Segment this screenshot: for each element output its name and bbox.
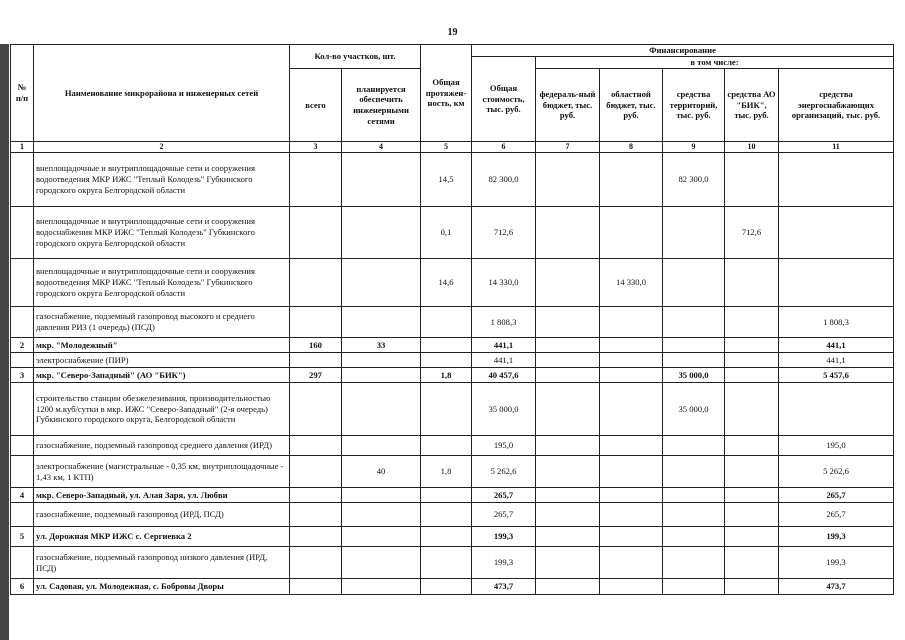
row-plots-planned xyxy=(342,488,421,503)
row-territories xyxy=(663,207,725,259)
table-row xyxy=(11,527,894,547)
row-energy: 5 457,6 xyxy=(779,368,894,383)
row-num: 5 xyxy=(11,527,34,547)
row-territories xyxy=(663,547,725,579)
row-plots-planned xyxy=(342,207,421,259)
table-row xyxy=(11,368,894,383)
column-number: 5 xyxy=(421,142,472,153)
row-territories xyxy=(663,579,725,595)
row-name: газоснабжение, подземный газопровод высокого и среднего давления РИЗ (1 очередь) (ПСД) xyxy=(34,307,290,338)
financing-table xyxy=(10,44,894,595)
row-bik xyxy=(725,456,779,488)
row-regional xyxy=(600,488,663,503)
row-num xyxy=(11,547,34,579)
row-regional xyxy=(600,527,663,547)
row-energy: 441,1 xyxy=(779,353,894,368)
row-energy xyxy=(779,207,894,259)
row-num xyxy=(11,456,34,488)
row-num xyxy=(11,307,34,338)
row-bik xyxy=(725,547,779,579)
row-federal xyxy=(536,383,600,436)
row-name: газоснабжение, подземный газопровод низкого давления (ИРД, ПСД) xyxy=(34,547,290,579)
row-plots-planned xyxy=(342,503,421,527)
row-plots-total xyxy=(290,436,342,456)
row-name: газоснабжение, подземный газопровод среднего давления (ИРД) xyxy=(34,436,290,456)
row-energy: 199,3 xyxy=(779,527,894,547)
row-plots-total xyxy=(290,353,342,368)
row-federal xyxy=(536,436,600,456)
header-plots-total: всего xyxy=(290,69,342,142)
row-length xyxy=(421,547,472,579)
row-plots-total xyxy=(290,153,342,207)
row-plots-total xyxy=(290,259,342,307)
row-length xyxy=(421,436,472,456)
row-plots-planned xyxy=(342,579,421,595)
row-energy xyxy=(779,383,894,436)
row-territories xyxy=(663,488,725,503)
row-territories xyxy=(663,338,725,353)
row-federal xyxy=(536,456,600,488)
row-regional xyxy=(600,153,663,207)
column-number: 1 xyxy=(11,142,34,153)
row-length xyxy=(421,353,472,368)
row-bik xyxy=(725,436,779,456)
column-number: 6 xyxy=(472,142,536,153)
row-energy: 265,7 xyxy=(779,503,894,527)
row-regional xyxy=(600,456,663,488)
row-energy: 1 808,3 xyxy=(779,307,894,338)
row-length xyxy=(421,579,472,595)
column-number: 3 xyxy=(290,142,342,153)
row-energy: 199,3 xyxy=(779,547,894,579)
row-federal xyxy=(536,547,600,579)
row-name: газоснабжение, подземный газопровод (ИРД, ПСД) xyxy=(34,503,290,527)
row-name: мкр. "Молодежный" xyxy=(34,338,290,353)
row-bik xyxy=(725,503,779,527)
row-plots-planned xyxy=(342,527,421,547)
row-plots-planned: 33 xyxy=(342,338,421,353)
row-bik xyxy=(725,579,779,595)
column-number: 9 xyxy=(663,142,725,153)
row-cost: 14 330,0 xyxy=(472,259,536,307)
header-plots: Кол-во участков, шт. xyxy=(290,45,421,69)
scan-edge-bar xyxy=(0,44,9,640)
table-row xyxy=(11,488,894,503)
row-plots-planned: 40 xyxy=(342,456,421,488)
row-federal xyxy=(536,259,600,307)
row-bik xyxy=(725,527,779,547)
row-name: электроснабжение (ПИР) xyxy=(34,353,290,368)
table-row xyxy=(11,579,894,595)
column-number: 8 xyxy=(600,142,663,153)
row-regional xyxy=(600,207,663,259)
row-territories xyxy=(663,527,725,547)
row-cost: 441,1 xyxy=(472,353,536,368)
row-num: 4 xyxy=(11,488,34,503)
row-energy xyxy=(779,153,894,207)
row-length xyxy=(421,338,472,353)
column-number: 4 xyxy=(342,142,421,153)
row-plots-total xyxy=(290,456,342,488)
row-cost: 712,6 xyxy=(472,207,536,259)
header-federal: федераль-ный бюджет, тыс. руб. xyxy=(536,69,600,142)
header-financing: Финансирование xyxy=(472,45,894,57)
table-row xyxy=(11,338,894,353)
row-cost: 35 000,0 xyxy=(472,383,536,436)
row-cost: 199,3 xyxy=(472,527,536,547)
row-regional xyxy=(600,579,663,595)
row-federal xyxy=(536,153,600,207)
row-regional xyxy=(600,307,663,338)
row-plots-planned xyxy=(342,436,421,456)
row-name: мкр. Северо-Западный, ул. Алая Заря, ул. Любви xyxy=(34,488,290,503)
row-num: 3 xyxy=(11,368,34,383)
row-length xyxy=(421,488,472,503)
header-plots-planned: планируется обеспечить инженерными сетями xyxy=(342,69,421,142)
row-name: внеплощадочные и внутриплощадочные сети и сооружения водоотведения МКР ИЖС "Теплый Колодезь" Губкинского городского округа Белгородской области xyxy=(34,153,290,207)
header-cost: Общая стоимость, тыс. руб. xyxy=(472,57,536,142)
row-plots-total xyxy=(290,207,342,259)
header-territories: средства территорий, тыс. руб. xyxy=(663,69,725,142)
table-row xyxy=(11,207,894,259)
row-length: 1,8 xyxy=(421,456,472,488)
header-including: в том числе: xyxy=(536,57,894,69)
row-territories xyxy=(663,307,725,338)
row-plots-total: 160 xyxy=(290,338,342,353)
row-plots-total xyxy=(290,503,342,527)
row-num xyxy=(11,436,34,456)
row-regional xyxy=(600,436,663,456)
row-bik: 712,6 xyxy=(725,207,779,259)
row-plots-planned xyxy=(342,353,421,368)
row-bik xyxy=(725,368,779,383)
header-energy: средства энергоснабжающих организаций, тыс. руб. xyxy=(779,69,894,142)
row-federal xyxy=(536,207,600,259)
row-federal xyxy=(536,527,600,547)
row-bik xyxy=(725,353,779,368)
row-cost: 441,1 xyxy=(472,338,536,353)
row-regional xyxy=(600,353,663,368)
header-num: № п/п xyxy=(11,45,34,142)
row-plots-total xyxy=(290,383,342,436)
row-cost: 1 808,3 xyxy=(472,307,536,338)
row-regional xyxy=(600,338,663,353)
table-row xyxy=(11,353,894,368)
row-num xyxy=(11,383,34,436)
row-cost: 82 300,0 xyxy=(472,153,536,207)
row-energy: 473,7 xyxy=(779,579,894,595)
row-bik xyxy=(725,307,779,338)
row-cost: 5 262,6 xyxy=(472,456,536,488)
row-plots-planned xyxy=(342,368,421,383)
row-regional: 14 330,0 xyxy=(600,259,663,307)
row-name: строительство станции обезжелезивания, производительностью 1200 м.куб/сутки в мкр. ИЖС "Северо-Западный" (2-я очередь) Губкинского городского округа, Белгородской области xyxy=(34,383,290,436)
header-bik: средства АО "БИК", тыс. руб. xyxy=(725,69,779,142)
header-regional: областной бюджет, тыс. руб. xyxy=(600,69,663,142)
row-federal xyxy=(536,488,600,503)
row-plots-total xyxy=(290,527,342,547)
row-name: ул. Дорожная МКР ИЖС с. Сергиевка 2 xyxy=(34,527,290,547)
row-num: 2 xyxy=(11,338,34,353)
row-cost: 473,7 xyxy=(472,579,536,595)
row-num xyxy=(11,259,34,307)
row-federal xyxy=(536,368,600,383)
row-regional xyxy=(600,547,663,579)
row-length: 0,1 xyxy=(421,207,472,259)
row-energy xyxy=(779,259,894,307)
column-number-row xyxy=(11,142,894,153)
row-federal xyxy=(536,579,600,595)
row-cost: 199,3 xyxy=(472,547,536,579)
row-territories: 35 000,0 xyxy=(663,368,725,383)
header-name: Наименование микрорайона и инженерных сетей xyxy=(34,45,290,142)
row-bik xyxy=(725,153,779,207)
row-name: внеплощадочные и внутриплощадочные сети и сооружения водоотведения МКР ИЖС "Теплый Колодезь" Губкинского городского округа Белгородской области xyxy=(34,259,290,307)
row-cost: 195,0 xyxy=(472,436,536,456)
row-num xyxy=(11,207,34,259)
row-regional xyxy=(600,383,663,436)
row-plots-total xyxy=(290,547,342,579)
row-federal xyxy=(536,503,600,527)
row-length: 1,8 xyxy=(421,368,472,383)
row-num: 6 xyxy=(11,579,34,595)
row-cost: 40 457,6 xyxy=(472,368,536,383)
row-federal xyxy=(536,338,600,353)
page-number: 19 xyxy=(447,27,458,38)
table-row xyxy=(11,456,894,488)
row-num xyxy=(11,353,34,368)
row-length: 14,6 xyxy=(421,259,472,307)
row-energy: 5 262,6 xyxy=(779,456,894,488)
header-length: Общая протяжен-ность, км xyxy=(421,45,472,142)
row-regional xyxy=(600,368,663,383)
table-row xyxy=(11,307,894,338)
row-federal xyxy=(536,353,600,368)
row-num xyxy=(11,153,34,207)
row-length xyxy=(421,503,472,527)
row-territories xyxy=(663,259,725,307)
row-territories: 35 000,0 xyxy=(663,383,725,436)
row-energy: 441,1 xyxy=(779,338,894,353)
row-name: мкр. "Северо-Западный" (АО "БИК") xyxy=(34,368,290,383)
table-row xyxy=(11,547,894,579)
row-energy: 265,7 xyxy=(779,488,894,503)
column-number: 10 xyxy=(725,142,779,153)
row-name: внеплощадочные и внутриплощадочные сети и сооружения водоснабжения МКР ИЖС "Теплый Колодезь" Губкинского городского округа Белгородской области xyxy=(34,207,290,259)
row-length xyxy=(421,527,472,547)
column-number: 2 xyxy=(34,142,290,153)
row-plots-total: 297 xyxy=(290,368,342,383)
row-regional xyxy=(600,503,663,527)
row-bik xyxy=(725,488,779,503)
row-plots-planned xyxy=(342,383,421,436)
table-row xyxy=(11,503,894,527)
row-territories xyxy=(663,436,725,456)
row-name: электроснабжение (магистральные - 0,35 км, внутриплощадочные - 1,43 км, 1 КТП) xyxy=(34,456,290,488)
table-row xyxy=(11,383,894,436)
table-row xyxy=(11,436,894,456)
row-name: ул. Садовая, ул. Молодежная, с. Бобровы Дворы xyxy=(34,579,290,595)
row-territories xyxy=(663,503,725,527)
column-number: 11 xyxy=(779,142,894,153)
row-bik xyxy=(725,259,779,307)
column-number: 7 xyxy=(536,142,600,153)
row-plots-planned xyxy=(342,153,421,207)
row-length: 14,5 xyxy=(421,153,472,207)
row-length xyxy=(421,307,472,338)
row-territories: 82 300,0 xyxy=(663,153,725,207)
row-plots-total xyxy=(290,488,342,503)
row-plots-planned xyxy=(342,307,421,338)
row-energy: 195,0 xyxy=(779,436,894,456)
row-cost: 265,7 xyxy=(472,503,536,527)
row-plots-planned xyxy=(342,259,421,307)
row-plots-total xyxy=(290,307,342,338)
row-cost: 265,7 xyxy=(472,488,536,503)
row-territories xyxy=(663,456,725,488)
row-plots-planned xyxy=(342,547,421,579)
table-row xyxy=(11,153,894,207)
row-federal xyxy=(536,307,600,338)
row-num xyxy=(11,503,34,527)
row-bik xyxy=(725,383,779,436)
row-length xyxy=(421,383,472,436)
table-row xyxy=(11,259,894,307)
row-bik xyxy=(725,338,779,353)
row-territories xyxy=(663,353,725,368)
row-plots-total xyxy=(290,579,342,595)
